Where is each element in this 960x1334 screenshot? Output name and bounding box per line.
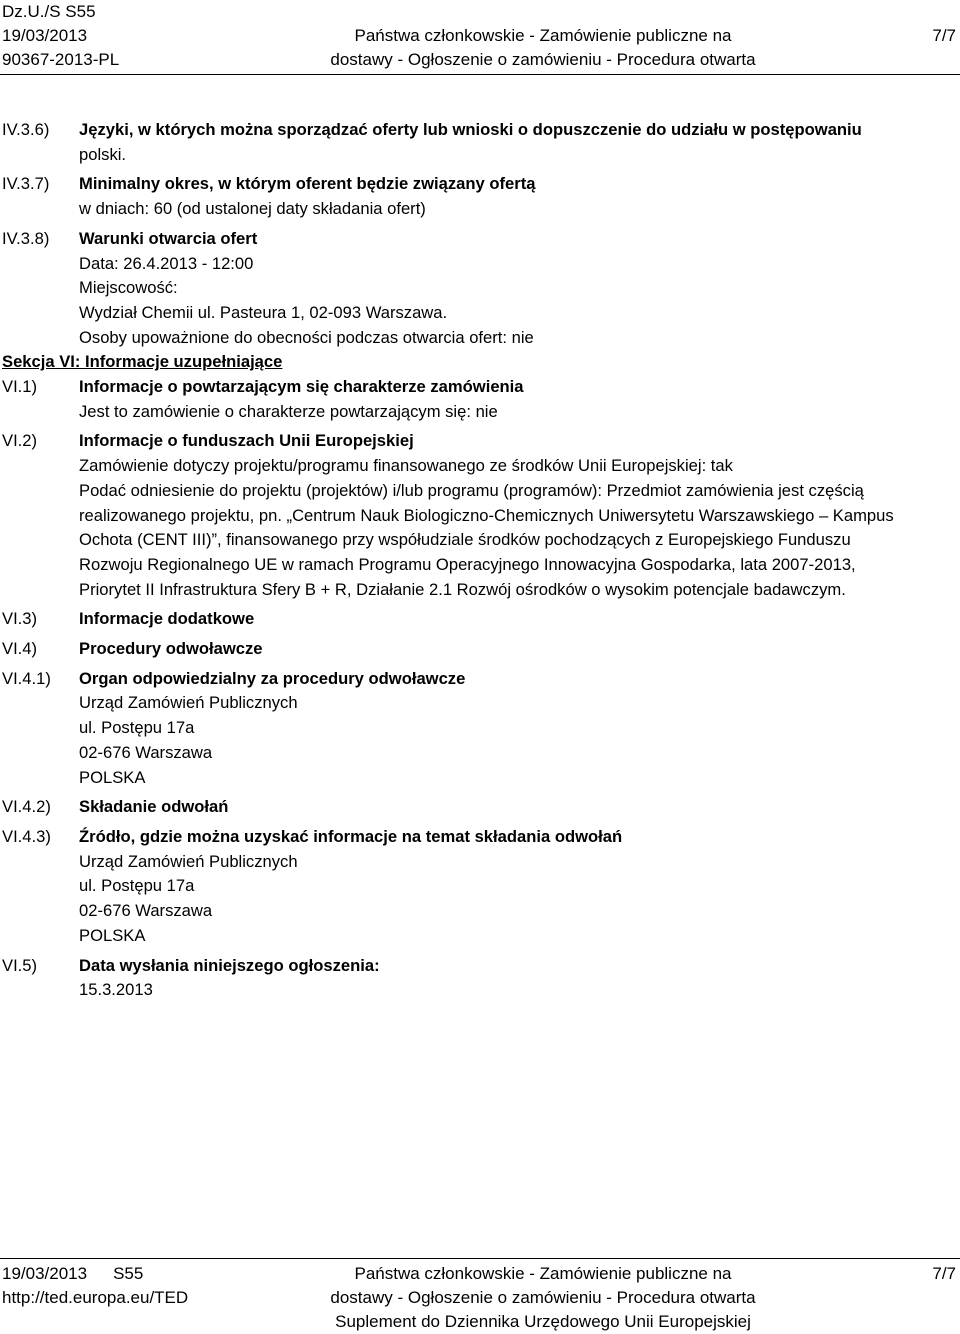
section-value: polski. [79,144,127,164]
section-vi-heading: Sekcja VI: Informacje uzupełniające [2,352,283,372]
section-value: Jest to zamówienie o charakterze powtarzającym się: nie [79,401,498,421]
opening-date: Data: 26.4.2013 - 12:00 [79,253,254,273]
section-number: VI.4.2) [2,797,51,817]
section-number: VI.4) [2,639,38,659]
section-number: IV.3.8) [2,228,50,248]
section-vi-4 [0,637,960,662]
page-footer [0,1262,960,1334]
section-iv-3-6 [0,118,960,167]
footer-title-line1: Państwa członkowskie - Zamówienie publiczne na [354,1264,732,1283]
header-title-line2: dostawy - Ogłoszenie o zamówieniu - Procedura otwarta [330,50,756,69]
section-value: w dniach: 60 (od ustalonej daty składania ofert) [79,199,426,219]
section-title: Warunki otwarcia ofert [79,228,258,248]
section-number: VI.4.1) [2,668,51,688]
address-line: POLSKA [79,925,146,945]
address-line: ul. Postępu 17a [79,876,195,896]
eu-funds-line: Rozwoju Regionalnego UE w ramach Programu Operacyjnego Innowacyjna Gospodarka, lata 2007-2013, [79,554,856,574]
section-title: Minimalny okres, w którym oferent będzie związany ofertą [79,174,536,194]
section-number: VI.5) [2,955,38,975]
header-center [0,0,960,72]
section-vi-4-3 [0,825,960,949]
header-rule [0,74,960,75]
header-page-number: 7/7 [932,26,956,45]
footer-title-line3: Suplement do Dziennika Urzędowego Unii Europejskiej [335,1312,751,1331]
eu-funds-line: realizowanego projektu, pn. „Centrum Nauk Biologiczno-Chemicznych Uniwersytetu Warszawskiego – Kampus [79,505,894,525]
section-vi-1 [0,375,960,424]
footer-center [0,1262,960,1334]
section-title: Źródło, gdzie można uzyskać informacje na temat składania odwołań [79,826,623,846]
dispatch-date: 15.3.2013 [79,980,153,1000]
footer-url: http://ted.europa.eu/TED [2,1288,189,1307]
eu-funds-line: Zamówienie dotyczy projektu/programu finansowanego ze środków Unii Europejskiej: tak [79,456,733,476]
section-vi-5 [0,954,960,1003]
section-vi-4-1 [0,667,960,791]
document-body [0,118,960,1003]
section-iv-3-8 [0,227,960,351]
section-number: IV.3.7) [2,174,50,194]
footer-rule [0,1258,960,1259]
section-number: VI.4.3) [2,826,51,846]
page-header [0,0,960,69]
address-line: POLSKA [79,767,146,787]
address-line: 02-676 Warszawa [79,742,213,762]
header-notice-id: 90367-2013-PL [2,50,120,69]
section-title: Języki, w których można sporządzać oferty lub wnioski o dopuszczenie do udziału w postępowaniu [79,120,862,139]
section-title: Informacje o powtarzającym się charakterze zamówienia [79,377,524,397]
footer-page-number: 7/7 [932,1264,956,1283]
address-line: Urząd Zamówień Publicznych [79,851,298,871]
section-iv-3-7 [0,172,960,221]
section-number: IV.3.6) [2,120,50,139]
footer-series: S55 [113,1264,144,1283]
address-line: ul. Postępu 17a [79,718,195,738]
section-title: Składanie odwołań [79,797,229,817]
section-title: Data wysłania niniejszego ogłoszenia: [79,955,380,975]
section-title: Informacje o funduszach Unii Europejskiej [79,431,414,451]
section-vi-3 [0,607,960,632]
section-title: Procedury odwoławcze [79,639,263,659]
footer-date: 19/03/2013 [2,1264,88,1283]
opening-place-label: Miejscowość: [79,278,178,298]
eu-funds-line: Priorytet II Infrastruktura Sfery B + R, Działanie 2.1 Rozwój ośrodków o wysokim potencjale badawczym. [79,579,846,599]
opening-persons: Osoby upoważnione do obecności podczas otwarcia ofert: nie [79,327,534,347]
header-title-line1: Państwa członkowskie - Zamówienie publiczne na [354,26,732,45]
header-journal-ref: Dz.U./S S55 [2,2,96,21]
section-title: Organ odpowiedzialny za procedury odwoławcze [79,668,466,688]
eu-funds-line: Ochota (CENT III)”, finansowanego przy współudziale środków pochodzących z Europejskiego Funduszu [79,530,851,550]
opening-place: Wydział Chemii ul. Pasteura 1, 02-093 Warszawa. [79,302,448,322]
section-vi-4-2 [0,795,960,820]
address-line: 02-676 Warszawa [79,901,213,921]
eu-funds-line: Podać odniesienie do projektu (projektów) i/lub programu (programów): Przedmiot zamówienia jest częścią [79,480,864,500]
section-number: VI.1) [2,377,38,397]
section-number: VI.2) [2,431,38,451]
footer-title-line2: dostawy - Ogłoszenie o zamówieniu - Procedura otwarta [330,1288,756,1307]
header-date: 19/03/2013 [2,26,88,45]
section-vi-2 [0,429,960,602]
section-title: Informacje dodatkowe [79,609,255,629]
section-number: VI.3) [2,609,38,629]
address-line: Urząd Zamówień Publicznych [79,693,298,713]
